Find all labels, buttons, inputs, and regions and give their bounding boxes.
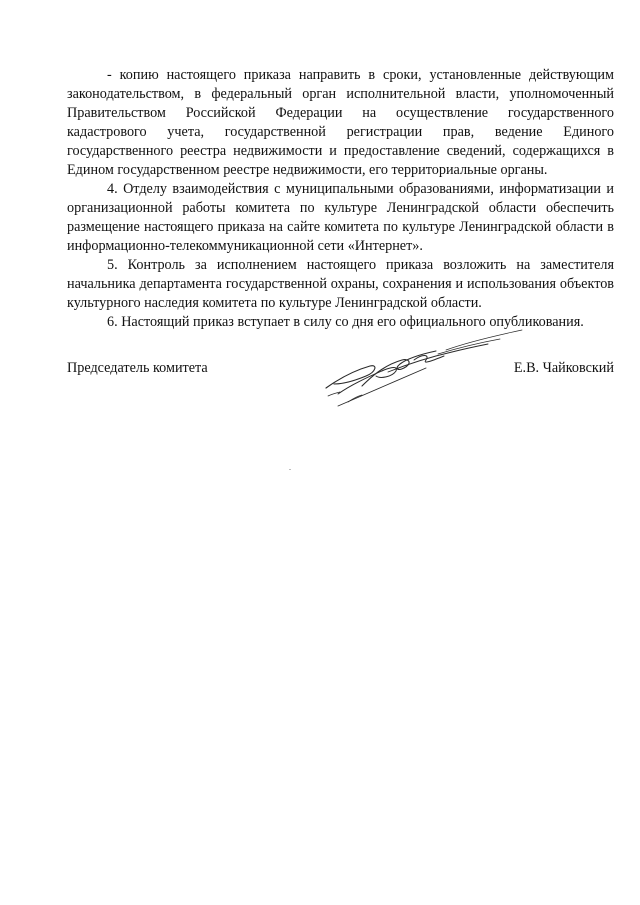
signatory-name: Е.В. Чайковский: [513, 360, 614, 376]
paragraph-item-5: 5. Контроль за исполнением настоящего приказа возложить на заместителя начальника департамента государственной охраны, сохранения и использования объектов культурного наследия комитета по культуре Ленинградской области.: [67, 257, 614, 311]
signatory-title: Председатель комитета: [67, 360, 208, 376]
signature-block: [67, 359, 614, 379]
scan-speck: [289, 469, 291, 470]
paragraph-item-4: 4. Отделу взаимодействия с муниципальными образованиями, информатизации и организационной работы комитета по культуре Ленинградской области обеспечить размещение настоящего приказа на сайте комитета по культуре Ленинградской области в информационно-телекоммуникационной сети «Интернет».: [67, 181, 614, 254]
paragraph-copy-distribution: - копию настоящего приказа направить в сроки, установленные действующим законодательством, в федеральный орган исполнительной власти, уполномоченный Правительством Российской Федерации на осуществление государственного кадастрового учета, государственной регистрации прав, ведение Единого государственного реестра недвижимости и предоставление сведений, содержащихся в Едином государственном реестре недвижимости, его территориальные органы.: [67, 67, 614, 178]
order-body: [67, 66, 614, 332]
paragraph-item-6: 6. Настоящий приказ вступает в силу со дня его официального опубликования.: [107, 314, 584, 330]
